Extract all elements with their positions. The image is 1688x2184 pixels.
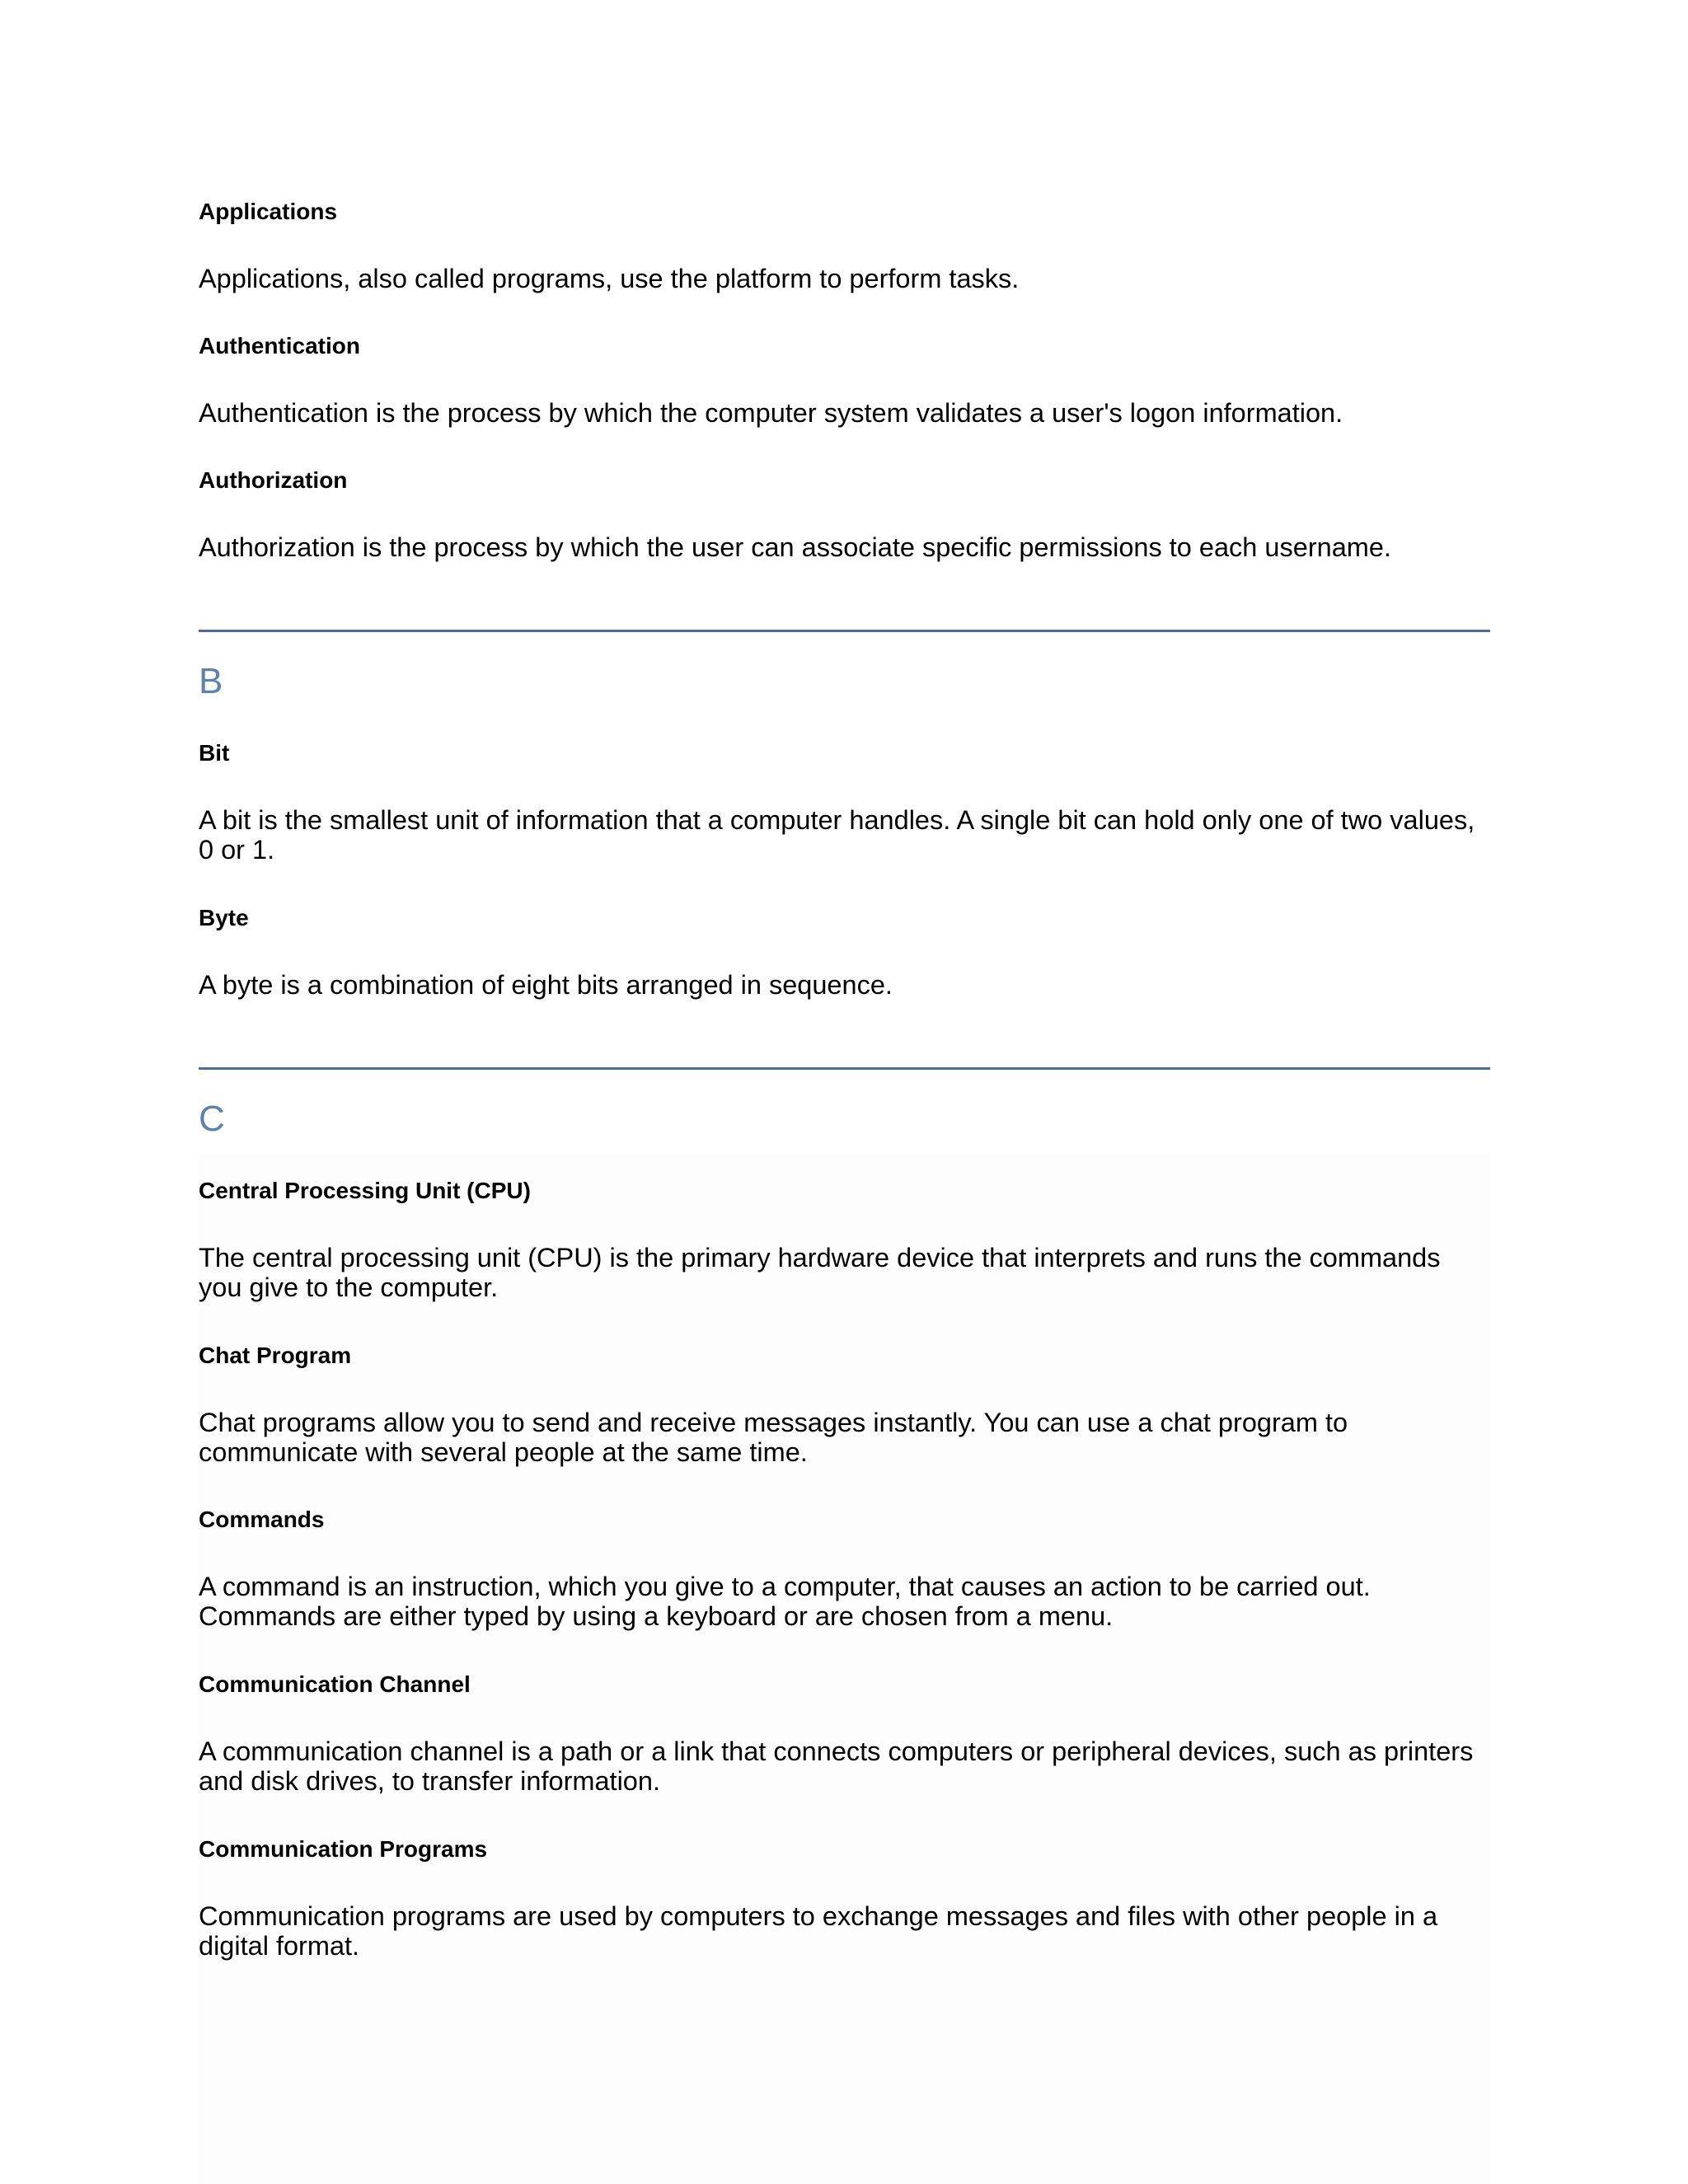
definition-applications: Applications, also called programs, use the platform to perform tasks. bbox=[199, 264, 1020, 293]
term-chat-program: Chat Program bbox=[199, 1343, 352, 1368]
section-letter-c: C bbox=[199, 1099, 225, 1139]
term-central-processing-unit: Central Processing Unit (CPU) bbox=[199, 1178, 531, 1203]
term-bit: Bit bbox=[199, 740, 230, 766]
definition-authorization: Authorization is the process by which the user can associate specific permissions to each username. bbox=[199, 532, 1391, 562]
definition-bit: A bit is the smallest unit of information that a computer handles. A single bit can hold only one of two values, 0 or 1. bbox=[199, 805, 1475, 865]
definition-byte: A byte is a combination of eight bits arranged in sequence. bbox=[199, 970, 893, 1000]
definition-commands: A command is an instruction, which you give to a computer, that causes an action to be carried out. Commands are either typed by using a keyboard or are chosen from a menu. bbox=[199, 1572, 1371, 1631]
term-communication-channel: Communication Channel bbox=[199, 1671, 471, 1697]
term-authentication: Authentication bbox=[199, 333, 360, 359]
definition-authentication: Authentication is the process by which the computer system validates a user's logon information. bbox=[199, 398, 1343, 428]
definition-communication-channel: A communication channel is a path or a link that connects computers or peripheral devices, such as printers and disk drives, to transfer information. bbox=[199, 1736, 1474, 1796]
section-divider-b bbox=[199, 630, 1490, 632]
term-commands: Commands bbox=[199, 1507, 325, 1532]
section-letter-b: B bbox=[199, 661, 223, 701]
term-authorization: Authorization bbox=[199, 467, 348, 493]
term-communication-programs: Communication Programs bbox=[199, 1836, 488, 1862]
section-divider-c bbox=[199, 1067, 1490, 1070]
term-applications: Applications bbox=[199, 199, 338, 224]
definition-chat-program: Chat programs allow you to send and receive messages instantly. You can use a chat program to communicate with several people at the same time. bbox=[199, 1408, 1348, 1467]
definition-communication-programs: Communication programs are used by computers to exchange messages and files with other people in a digital format. bbox=[199, 1901, 1438, 1961]
definition-central-processing-unit: The central processing unit (CPU) is the primary hardware device that interprets and runs the commands you give to the computer. bbox=[199, 1243, 1441, 1302]
term-byte: Byte bbox=[199, 905, 249, 930]
glossary-page bbox=[199, 0, 1490, 2184]
